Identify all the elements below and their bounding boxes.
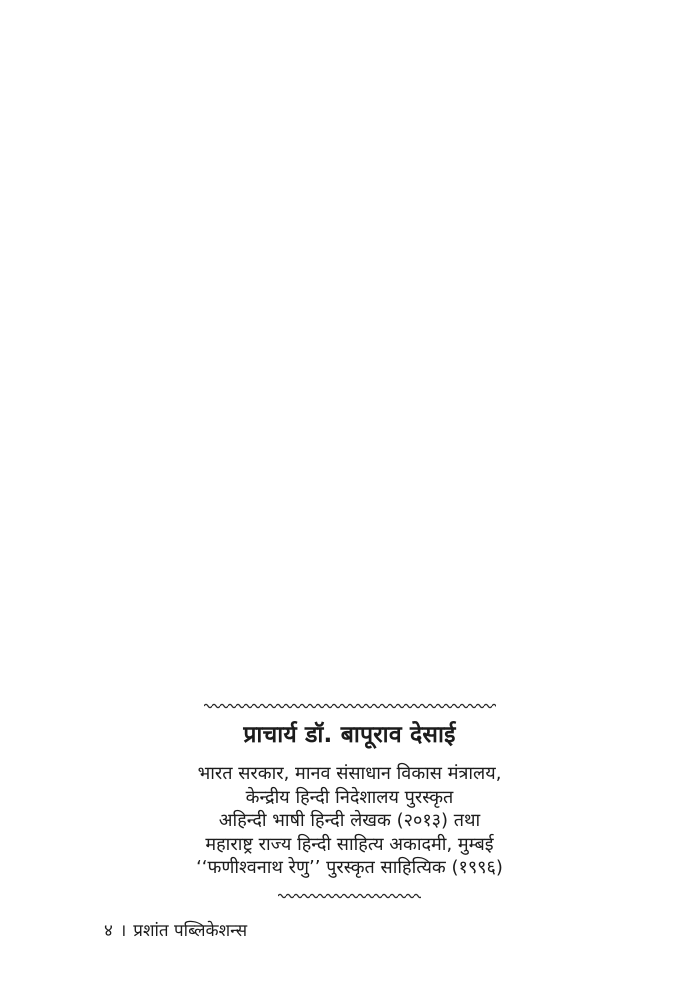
credential-line: अहिन्दी भाषी हिन्दी लेखक (२०१३) तथा bbox=[218, 810, 481, 831]
author-name-heading: प्राचार्य डॉ. बापूराव देसाई bbox=[243, 722, 456, 748]
wavy-divider-bottom-wrap bbox=[0, 891, 699, 900]
credential-line: भारत सरकार, मानव संसाधान विकास मंत्रालय, bbox=[197, 763, 502, 784]
page-footer bbox=[104, 921, 247, 942]
wavy-divider-bottom bbox=[278, 891, 421, 900]
page-number: ४ bbox=[104, 921, 113, 941]
wavy-divider-top bbox=[204, 701, 496, 710]
credentials-list bbox=[0, 762, 699, 880]
credential-line: महाराष्ट्र राज्य हिन्दी साहित्य अकादमी, मुम्बई bbox=[205, 833, 494, 855]
publisher-name: प्रशांत पब्लिकेशन्स bbox=[133, 921, 248, 941]
author-credentials-block bbox=[0, 701, 699, 900]
credential-line: केन्द्रीय हिन्दी निदेशालय पुरस्कृत bbox=[245, 786, 454, 808]
credential-line: ‘‘फणीश्वनाथ रेणु’’ पुरस्कृत साहित्यिक (१९९६) bbox=[196, 857, 503, 878]
footer-separator-danda: । bbox=[119, 921, 127, 941]
